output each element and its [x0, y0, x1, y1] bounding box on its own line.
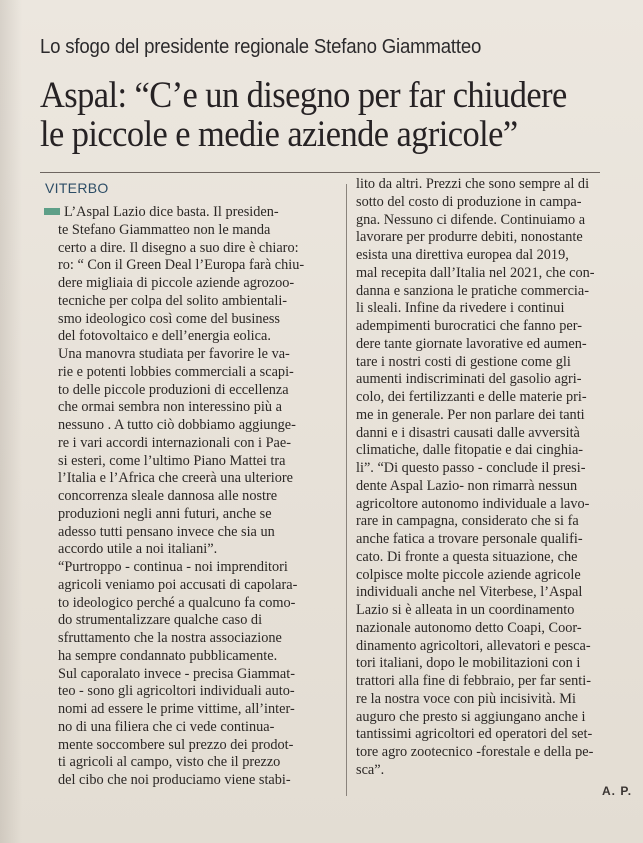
- article-text-line: [58, 275, 348, 293]
- article-text: tantissimi agricoltori ed operatori del set-: [356, 726, 593, 743]
- article-text: no di una filiera che ci vede continua-: [58, 718, 275, 735]
- article-text-line: [58, 683, 348, 701]
- article-text: dinamento agricoltori, allevatori e pesca-: [356, 637, 591, 654]
- article-text: Sul caporalato invece - precisa Giammat-: [58, 665, 295, 682]
- article-text-line: [356, 389, 631, 407]
- article-text: colo, dei fertilizzanti e delle materie pri-: [356, 389, 587, 405]
- article-text-line: [356, 496, 631, 514]
- article-text: tare i nostri costi di gestione come gli: [356, 353, 571, 370]
- article-text: mal recepita dall’Italia nel 2021, che con-: [356, 264, 595, 281]
- article-text: colpisce molte piccole aziende agricole: [356, 566, 581, 583]
- article-text-line: [58, 417, 348, 435]
- article-text-line: [356, 407, 631, 425]
- article-text-line: [58, 630, 348, 648]
- article-text-line: [356, 602, 631, 620]
- article-text-line: [58, 648, 348, 666]
- article-text-line: [356, 531, 631, 549]
- article-text-line: [58, 524, 348, 542]
- article-text: che ormai sembra non interessino più a: [58, 399, 282, 416]
- article-text-line: [356, 744, 631, 762]
- article-text-line: [58, 399, 348, 417]
- article-text: re i vari accordi internazionali con i Pae-: [58, 434, 292, 451]
- article-text: nessuno . A tutto ciò dobbiamo aggiunge-: [58, 417, 296, 433]
- article-text-line: [356, 655, 631, 673]
- article-text-line: [58, 328, 348, 346]
- article-text-line: [356, 460, 631, 478]
- section-label: VITERBO: [45, 180, 109, 196]
- article-text: nomi ad essere le prime vittime, all’inter-: [58, 701, 295, 717]
- article-text: auguro che presto si aggiungano anche i: [356, 708, 586, 725]
- headline-rule: [40, 172, 600, 173]
- article-text: trattori alla fine di febbraio, per far senti-: [356, 673, 591, 689]
- article-text: teo - sono gli agricoltori individuali auto-: [58, 683, 295, 700]
- article-text: mente soccombere sul prezzo dei prodot-: [58, 736, 294, 753]
- article-text: danni e i disastri causati dalle avversità: [356, 424, 580, 441]
- article-text: tecniche per colpa del solito ambientali-: [58, 292, 288, 309]
- article-text-line: [58, 240, 348, 258]
- article-text-line: [356, 762, 631, 780]
- article-column-right: [356, 176, 631, 780]
- article-text-line: [58, 595, 348, 613]
- article-text: re la nostra voce con più incisività. Mi: [356, 690, 576, 707]
- article-text: “Purtroppo - continua - noi imprenditori: [58, 559, 288, 575]
- article-text-line: [356, 354, 631, 372]
- article-text: cato. Di fronte a questa situazione, che: [356, 548, 578, 565]
- article-text-line: [356, 265, 631, 283]
- article-text: produzioni negli anni futuri, anche se: [58, 505, 272, 522]
- article-text: to delle piccole produzioni di eccellenza: [58, 381, 289, 398]
- article-text: tori italiani, dopo le mobilitazioni con i: [356, 655, 581, 672]
- article-text-line: [58, 382, 348, 400]
- article-text: gna. Nessuno ci difende. Continuiamo a: [356, 211, 586, 228]
- article-text-line: [356, 176, 631, 194]
- article-text: rie e potenti lobbies commerciali a scapi-: [58, 363, 294, 380]
- article-text-line: [356, 371, 631, 389]
- article-text-line: [58, 541, 348, 559]
- article-text-line: [58, 311, 348, 329]
- article-text-line: [58, 506, 348, 524]
- article-text: individuali anche nel Viterbese, l’Aspal: [356, 584, 583, 601]
- article-text-line: [356, 673, 631, 691]
- article-text-line: [58, 222, 348, 240]
- article-text: si esteri, come l’ultimo Piano Mattei tra: [58, 452, 286, 469]
- article-text: aumenti indiscriminati del gasolio agri-: [356, 371, 582, 388]
- article-text: dente Aspal Lazio- non rimarrà nessun: [356, 477, 578, 494]
- article-text-line: [58, 754, 348, 772]
- article-text-line: [58, 701, 348, 719]
- article-text: del fotovoltaico e dell’energia eolica.: [58, 328, 271, 345]
- article-text: l’Italia e l’Africa che creerà una ulteriore: [58, 470, 293, 487]
- article-text-line: [356, 212, 631, 230]
- article-headline: [40, 76, 640, 154]
- article-text-line: [58, 577, 348, 595]
- article-text-line: [58, 364, 348, 382]
- article-column-left: [58, 204, 348, 790]
- article-text-line: [356, 318, 631, 336]
- article-text: sfruttamento che la nostra associazione: [58, 630, 282, 646]
- article-text-line: [356, 549, 631, 567]
- article-text-line: [356, 567, 631, 585]
- article-text-line: [356, 726, 631, 744]
- article-text: dere tante giornate lavorative ed aumen-: [356, 335, 587, 352]
- author-signature: A. P.: [602, 784, 633, 798]
- article-text: li sleali. Infine da rivedere i continui: [356, 300, 565, 317]
- article-text-line: [356, 336, 631, 354]
- article-text-line: [356, 425, 631, 443]
- article-text: nazionale autonomo detto Coapi, Coor-: [356, 619, 582, 636]
- article-text: del cibo che noi produciamo viene stabi-: [58, 772, 291, 788]
- article-text: danna e sanziona le pratiche commercia-: [356, 282, 589, 299]
- article-text: accordo utile a noi italiani”.: [58, 541, 218, 558]
- article-text-line: [356, 300, 631, 318]
- article-text-line: [44, 204, 348, 222]
- article-text: Una manovra studiata per favorire le va-: [58, 346, 290, 362]
- article-text: lito da altri. Prezzi che sono sempre al di: [356, 176, 590, 192]
- article-text: rare in campagna, considerato che si fa: [356, 513, 579, 530]
- article-text-line: [356, 513, 631, 531]
- article-text: sca”.: [356, 761, 385, 778]
- article-text: ti agricoli al campo, visto che il prezzo: [58, 754, 281, 771]
- article-text: agricoltore autonomo individuale a lavo-: [356, 495, 590, 512]
- article-text-line: [58, 453, 348, 471]
- article-text-line: [356, 283, 631, 301]
- article-text-line: [58, 470, 348, 488]
- article-text-line: [356, 442, 631, 460]
- article-text: adesso tutti pensano invece che sia un: [58, 523, 275, 540]
- article-kicker: Lo sfogo del presidente regionale Stefano Giammatteo: [40, 36, 482, 58]
- article-text-line: [356, 709, 631, 727]
- headline-line-1: Aspal: “C’e un disegno per far chiudere: [40, 75, 567, 116]
- article-text: lavorare per produrre debiti, nonostante: [356, 229, 583, 246]
- article-text: li”. “Di questo passo - conclude il presi-: [356, 460, 586, 476]
- article-text-line: [356, 247, 631, 265]
- article-text: ha sempre condannato pubblicamente.: [58, 647, 278, 664]
- article-text: tore agro zootecnico -forestale e della pe-: [356, 744, 594, 760]
- article-text: esista una direttiva europea dal 2019,: [356, 247, 569, 263]
- article-text-line: [58, 435, 348, 453]
- article-text: dere migliaia di piccole aziende agrozoo-: [58, 275, 295, 291]
- article-text: agricoli veniamo poi accusati di capolara-: [58, 576, 298, 593]
- article-text-line: [356, 478, 631, 496]
- article-text-line: [356, 620, 631, 638]
- article-text: to ideologico perché a qualcuno fa como-: [58, 594, 296, 611]
- article-text: anche fatica a trovare personale qualifi-: [356, 531, 583, 547]
- article-text-line: [58, 346, 348, 364]
- article-text-line: [356, 691, 631, 709]
- article-text: ro: “ Con il Green Deal l’Europa farà chiu-: [58, 257, 305, 274]
- article-text: adempimenti burocratici che fanno per-: [356, 318, 582, 334]
- article-text: certo a dire. Il disegno a suo dire è chiaro:: [58, 239, 299, 256]
- article-text: smo ideologico così come del business: [58, 310, 280, 327]
- article-text: sotto del costo di produzione in campa-: [356, 193, 582, 210]
- article-text-line: [356, 194, 631, 212]
- article-text-line: [58, 612, 348, 630]
- article-text-line: [58, 719, 348, 737]
- headline-line-2: le piccole e medie aziende agricole”: [40, 114, 518, 155]
- article-text-line: [58, 559, 348, 577]
- column-divider: [346, 184, 347, 796]
- paragraph-marker-icon: [44, 208, 60, 215]
- article-text-line: [356, 638, 631, 656]
- article-text: me in generale. Per non parlare dei tanti: [356, 406, 585, 423]
- article-text-line: [356, 229, 631, 247]
- article-text-line: [356, 584, 631, 602]
- article-text-line: [58, 666, 348, 684]
- article-text-line: [58, 488, 348, 506]
- article-text-line: [58, 257, 348, 275]
- article-text: L’Aspal Lazio dice basta. Il presiden-: [64, 204, 279, 220]
- page-edge-shadow: [0, 0, 22, 843]
- article-text-line: [58, 737, 348, 755]
- article-text-line: [58, 293, 348, 311]
- article-text: Lazio si è alleata in un coordinamento: [356, 602, 575, 618]
- article-text: climatiche, dalle fitopatie e dai cinghia-: [356, 442, 584, 459]
- article-text-line: [58, 772, 348, 790]
- article-text: do strumentalizzare qualche caso di: [58, 612, 263, 629]
- article-text: concorrenza sleale dannosa alle nostre: [58, 488, 278, 504]
- article-text: te Stefano Giammatteo non le manda: [58, 221, 271, 238]
